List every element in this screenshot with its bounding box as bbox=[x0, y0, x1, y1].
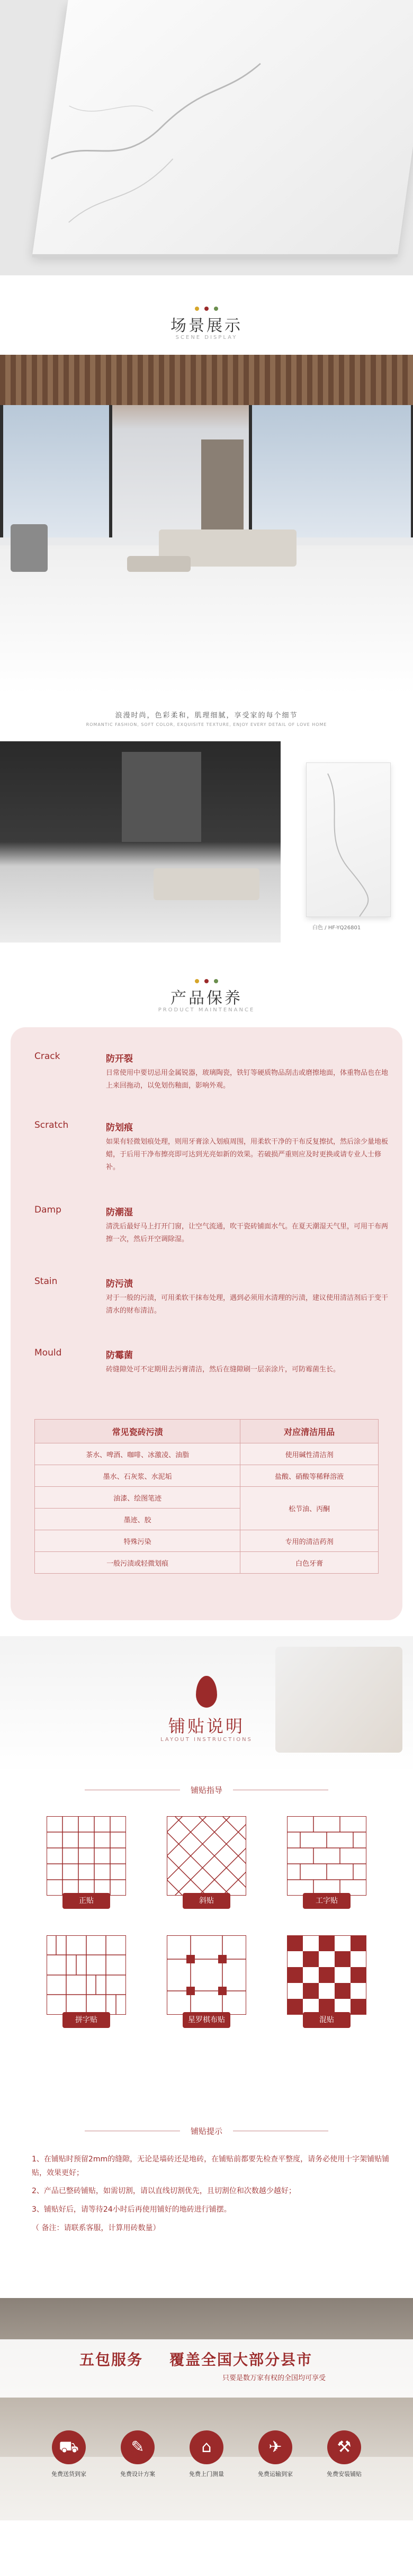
maintenance-title: 产品保养 bbox=[170, 989, 243, 1008]
service-item-label: 免费上门测量 bbox=[189, 2471, 224, 2478]
service-item-label: 免费送货到家 bbox=[51, 2471, 86, 2478]
service-item-label: 免费设计方案 bbox=[120, 2471, 155, 2478]
maint-en: Scratch bbox=[34, 1120, 69, 1130]
maint-item-crack bbox=[34, 1051, 394, 1115]
pattern-brick bbox=[287, 1816, 366, 1896]
tile-sample-veins bbox=[307, 763, 390, 917]
scene-caption bbox=[0, 694, 413, 741]
dot-red bbox=[204, 979, 209, 983]
pattern-label-mixed: 混贴 bbox=[303, 2012, 351, 2028]
table-cell: 墨迹、胶 bbox=[35, 1509, 240, 1530]
design-icon: ✎ bbox=[121, 2430, 155, 2464]
maint-text: 日常使用中要切忌用金属锐器，玻璃陶瓷，铁钉等硬质物品刮击或磨擦地面，体重物品也在地上来回拖动，以免划伤釉面，影响外观。 bbox=[106, 1069, 389, 1090]
service-section bbox=[0, 2298, 413, 2520]
truck-icon: ✈ bbox=[258, 2430, 292, 2464]
dot-yellow bbox=[195, 979, 199, 983]
location-pin-icon bbox=[196, 1676, 217, 1708]
guide-title: 铺贴指导 bbox=[190, 1785, 222, 1795]
stain-table bbox=[34, 1419, 379, 1574]
table-header-row bbox=[35, 1420, 379, 1443]
maint-cn: 防霉菌 bbox=[106, 1350, 133, 1361]
header-dots bbox=[191, 303, 222, 308]
table-cell: 使用碱性清洁剂 bbox=[240, 1443, 379, 1465]
service-item bbox=[106, 2430, 169, 2478]
maint-en: Damp bbox=[34, 1205, 61, 1215]
maint-text: 清洗后最好马上打开门窗，让空气流通，吹干瓷砖铺面水气。在夏天潮湿天气里，可用干布两擦一次，然后开空调除湿。 bbox=[106, 1223, 389, 1243]
maint-en: Stain bbox=[34, 1276, 58, 1287]
maint-en: Crack bbox=[34, 1051, 60, 1062]
pattern-diagonal bbox=[167, 1816, 246, 1896]
wood-ceiling bbox=[0, 355, 413, 405]
maintenance-card bbox=[11, 1027, 402, 1620]
pattern-mixed bbox=[287, 1935, 366, 2015]
maint-cn: 防开裂 bbox=[106, 1054, 133, 1064]
maint-text: 砖缝隙处可不定期用去污膏清洁，然后在缝隙刷一层亲涂片，可防霉菌生长。 bbox=[106, 1366, 340, 1374]
table-row bbox=[35, 1465, 379, 1487]
room-sofa bbox=[154, 868, 259, 900]
table-row bbox=[35, 1443, 379, 1465]
coffee-table bbox=[127, 556, 191, 572]
install-subtitle: LAYOUT INSTRUCTIONS bbox=[160, 1737, 253, 1743]
pattern-label-herringbone: 拼字贴 bbox=[62, 2012, 110, 2028]
install-header bbox=[0, 1636, 413, 1774]
tile-slab-image bbox=[32, 0, 413, 254]
tip-line: （ 备注：请联系客服，计算用砖数量） bbox=[32, 2224, 160, 2232]
pattern-label-diagonal: 斜贴 bbox=[183, 1893, 230, 1909]
table-cell: 特殊污染 bbox=[35, 1530, 240, 1552]
table-cell: 松节油、丙酮 bbox=[240, 1487, 379, 1530]
measure-icon: ⌂ bbox=[190, 2430, 223, 2464]
service-title: 五包服务 bbox=[79, 2351, 143, 2368]
scene-header bbox=[0, 275, 413, 355]
install-icon: ⚒ bbox=[327, 2430, 361, 2464]
wall-art bbox=[122, 752, 201, 842]
window-right bbox=[249, 405, 413, 537]
service-icons bbox=[0, 2430, 413, 2510]
maint-item-stain bbox=[34, 1276, 394, 1340]
table-cell: 白色牙膏 bbox=[240, 1552, 379, 1574]
maint-item-mould bbox=[34, 1348, 394, 1406]
table-cell: 墨水、石灰浆、水泥垢 bbox=[35, 1465, 240, 1487]
table-cell: 一般污渍或轻微划痕 bbox=[35, 1552, 240, 1574]
service-item-label: 免费运输到家 bbox=[258, 2471, 293, 2478]
dot-green bbox=[214, 307, 218, 311]
tip-line: 1、在铺贴时预留2mm的缝隙，无论是墙砖还是地砖，在铺贴前都要先检查平整度，请务必使用十字架铺贴铺贴，效果更好； bbox=[32, 2155, 390, 2177]
table-row bbox=[35, 1552, 379, 1574]
scene-title: 场景展示 bbox=[170, 317, 243, 335]
table-cell: 专用的清洁药剂 bbox=[240, 1530, 379, 1552]
tips-section bbox=[0, 2123, 413, 2298]
maint-item-scratch bbox=[34, 1120, 394, 1199]
tips-title: 铺贴提示 bbox=[190, 2126, 222, 2136]
tip-line: 3、铺贴好后，请等待24小时后再使用铺好的地砖进行铺摆。 bbox=[32, 2205, 231, 2214]
pattern-label-scattered: 星罗棋布贴 bbox=[183, 2012, 230, 2028]
marble-floor bbox=[0, 545, 413, 694]
maint-en: Mould bbox=[34, 1348, 62, 1358]
service-coverage: 覆盖全国大部分县市 bbox=[169, 2351, 313, 2368]
pattern-straight bbox=[47, 1816, 126, 1896]
product-label: 白色 / HF-YQ26801 bbox=[312, 925, 361, 931]
service-item bbox=[175, 2430, 238, 2478]
top-tile-banner bbox=[0, 0, 413, 275]
dot-green bbox=[214, 979, 218, 983]
table-header: 对应清洁用品 bbox=[240, 1420, 379, 1443]
pattern-herringbone bbox=[47, 1935, 126, 2015]
maint-item-damp bbox=[34, 1205, 394, 1268]
table-header: 常见瓷砖污渍 bbox=[35, 1420, 240, 1443]
maintenance-dots bbox=[191, 975, 222, 981]
pattern-label-brick: 工字贴 bbox=[303, 1893, 351, 1909]
table-row bbox=[35, 1487, 379, 1509]
maint-text: 如果有轻微划痕处理，则用牙膏涂入划痕周围，用柔软干净的干布反复擦拭，然后涂少量地板蜡，于后用干净布擦亮即可达到光亮如新的效果。若破损严重则应及时更换或请专业人士修补。 bbox=[106, 1138, 389, 1171]
scene-subtitle: SCENE DISPLAY bbox=[175, 335, 238, 340]
service-subtitle: 只要是数万家有权的全国均可享受 bbox=[222, 2374, 326, 2382]
room-photo bbox=[0, 741, 281, 943]
scene-photo bbox=[0, 355, 413, 694]
maint-cn: 防潮湿 bbox=[106, 1207, 133, 1218]
logistics-icon: ⛟ bbox=[52, 2430, 86, 2464]
room-section bbox=[0, 741, 413, 948]
install-title: 铺贴说明 bbox=[168, 1716, 245, 1736]
table-cell: 盐酸、硝酸等稀释溶液 bbox=[240, 1465, 379, 1487]
table-row bbox=[35, 1530, 379, 1552]
maint-cn: 防划痕 bbox=[106, 1123, 133, 1133]
maintenance-subtitle: PRODUCT MAINTENANCE bbox=[158, 1007, 255, 1013]
tile-sample bbox=[306, 762, 391, 917]
dot-red bbox=[204, 307, 209, 311]
tip-line: 2、产品已整砖铺贴，如需切割，请以直线切割优先，且切割位和次数越少越好； bbox=[32, 2187, 296, 2195]
table-cell: 油漆、绘图笔迹 bbox=[35, 1487, 240, 1509]
scene-caption-cn: 浪漫时尚，色彩柔和，肌理细腻，享受家的每个细节 bbox=[115, 712, 298, 720]
service-item bbox=[37, 2430, 101, 2478]
pattern-label-straight: 正贴 bbox=[62, 1893, 110, 1909]
window-left bbox=[0, 405, 112, 537]
service-item bbox=[312, 2430, 376, 2478]
marble-veins bbox=[32, 0, 413, 254]
service-item bbox=[244, 2430, 307, 2478]
maint-cn: 防污渍 bbox=[106, 1279, 133, 1289]
service-item-label: 免费安装铺贴 bbox=[327, 2471, 362, 2478]
pattern-section bbox=[0, 1774, 413, 2123]
maint-text: 对于一般的污渍，可用柔软干抹布处理，遇到必须用水清理的污渍，建议使用清洁剂后于变干清水的财布清洁。 bbox=[106, 1294, 389, 1315]
dot-yellow bbox=[195, 307, 199, 311]
scene-caption-en: ROMANTIC FASHION, SOFT COLOR, EXQUISITE TEXTURE, ENJOY EVERY DETAIL OF LOVE HOME bbox=[86, 722, 327, 727]
table-cell: 茶水、啤酒、咖啡、冰激凌、油脂 bbox=[35, 1443, 240, 1465]
maintenance-section bbox=[0, 1027, 413, 1636]
chair bbox=[11, 524, 48, 572]
maintenance-header bbox=[0, 948, 413, 1027]
pattern-scattered bbox=[167, 1935, 246, 2015]
